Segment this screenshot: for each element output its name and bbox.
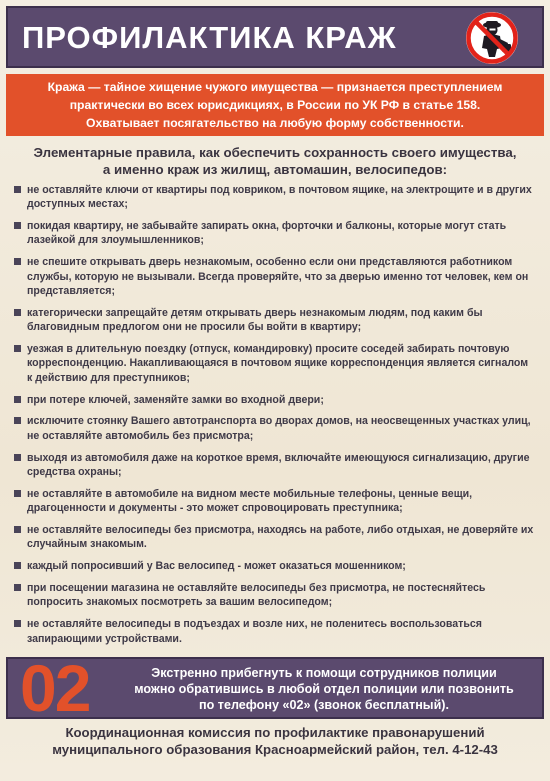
header-banner — [6, 6, 544, 68]
rule-text: уезжая в длительную поездку (отпуск, командировку) просите соседей забирать почтовую корреспонденцию. Накапливающаяся в почтовом ящике корреспонденция является сигналом к действию для преступников; — [27, 343, 529, 384]
bullet-square-icon — [14, 584, 21, 591]
bullet-square-icon — [14, 345, 21, 352]
list-item — [14, 342, 536, 385]
list-item — [14, 414, 536, 443]
bullet-square-icon — [14, 562, 21, 569]
definition-line: Кража — тайное хищение чужого имущества — признается преступлением — [47, 80, 503, 94]
bullet-square-icon — [14, 258, 21, 265]
list-item — [14, 617, 536, 646]
emergency-code: 02 — [20, 651, 90, 725]
rule-text: при потере ключей, заменяйте замки во входной двери; — [27, 393, 324, 406]
commission-footer — [0, 724, 550, 758]
rule-text: выходя из автомобиля даже на короткое время, включайте имеющуюся сигнализацию, другие средства охраны; — [27, 451, 530, 478]
emergency-line: Экстренно прибегнуть к помощи сотрудников полиции — [151, 666, 497, 680]
bullet-square-icon — [14, 526, 21, 533]
list-item — [14, 451, 536, 480]
rules-list — [14, 183, 536, 653]
rule-text: категорически запрещайте детям открывать дверь незнакомым людям, под каким бы благовидным предлогом они не просили бы войти в квартиру; — [27, 306, 483, 334]
bullet-square-icon — [14, 222, 21, 229]
emergency-banner — [6, 651, 544, 725]
rule-text: не спешите открывать дверь незнакомым, особенно если они представляются работником службы, которую не вызывали. Всегда проверяйте, что за дверью именно тот человек, кем он представляется; — [27, 256, 529, 297]
rules-intro — [0, 144, 550, 178]
rule-text: каждый попросивший у Вас велосипед - может оказаться мошенником; — [27, 560, 406, 573]
rule-text: не оставляйте ключи от квартиры под ковриком, в почтовом ящике, на электрощите и в других доступных местах; — [27, 184, 532, 211]
bullet-square-icon — [14, 396, 21, 403]
list-item — [14, 183, 536, 212]
no-thief-icon — [464, 10, 520, 66]
definition-line: Охватывает посягательство на любую форму собственности. — [86, 116, 464, 130]
emergency-text — [112, 665, 536, 713]
rule-text: не оставляйте велосипеды без присмотра, находясь на работе, либо отдыхая, не доверяйте их случайным знакомым. — [27, 523, 534, 551]
emergency-line: по телефону «02» (звонок бесплатный). — [199, 698, 449, 712]
rule-text: не оставляйте в автомобиле на видном месте мобильные телефоны, ценные вещи, драгоценности и документы - это может спровоцировать преступника; — [27, 487, 473, 515]
bullet-square-icon — [14, 186, 21, 193]
list-item — [14, 523, 536, 552]
intro-line: Элементарные правила, как обеспечить сохранность своего имущества, — [33, 145, 517, 160]
list-item — [14, 306, 536, 335]
bullet-square-icon — [14, 309, 21, 316]
list-item — [14, 581, 536, 610]
bullet-square-icon — [14, 490, 21, 497]
list-item — [14, 255, 536, 298]
commission-line: Координационная комиссия по профилактике правонарушений — [65, 725, 485, 740]
bullet-square-icon — [14, 454, 21, 461]
rule-text: покидая квартиру, не забывайте запирать окна, форточки и балконы, которые могут стать лазейкой для злоумышленников; — [27, 220, 507, 247]
list-item — [14, 393, 536, 407]
list-item — [14, 487, 536, 516]
rule-text: при посещении магазина не оставляйте велосипеды без присмотра, не постесняйтесь попросить знакомых посмотреть за вашим велосипедом; — [27, 582, 486, 609]
intro-line: а именно краж из жилищ, автомашин, велосипедов: — [102, 162, 448, 177]
rule-text: исключите стоянку Вашего автотранспорта во дворах домов, на неосвещенных участках улиц, не оставляйте автомобиль без присмотра; — [27, 415, 531, 442]
bullet-square-icon — [14, 417, 21, 424]
definition-box — [6, 74, 544, 136]
definition-line: практически во всех юрисдикциях, в России по УК РФ в статье 158. — [69, 98, 481, 112]
emergency-line: можно обратившись в любой отдел полиции или позвонить — [134, 682, 514, 696]
list-item — [14, 219, 536, 248]
rule-text: не оставляйте велосипеды в подъездах и возле них, не поленитесь воспользоваться запирающими устройствами. — [27, 618, 482, 645]
commission-line: муниципального образования Красноармейский район, тел. 4-12-43 — [52, 742, 498, 757]
page-title: ПРОФИЛАКТИКА КРАЖ — [22, 20, 397, 55]
bullet-square-icon — [14, 620, 21, 627]
list-item — [14, 559, 536, 573]
